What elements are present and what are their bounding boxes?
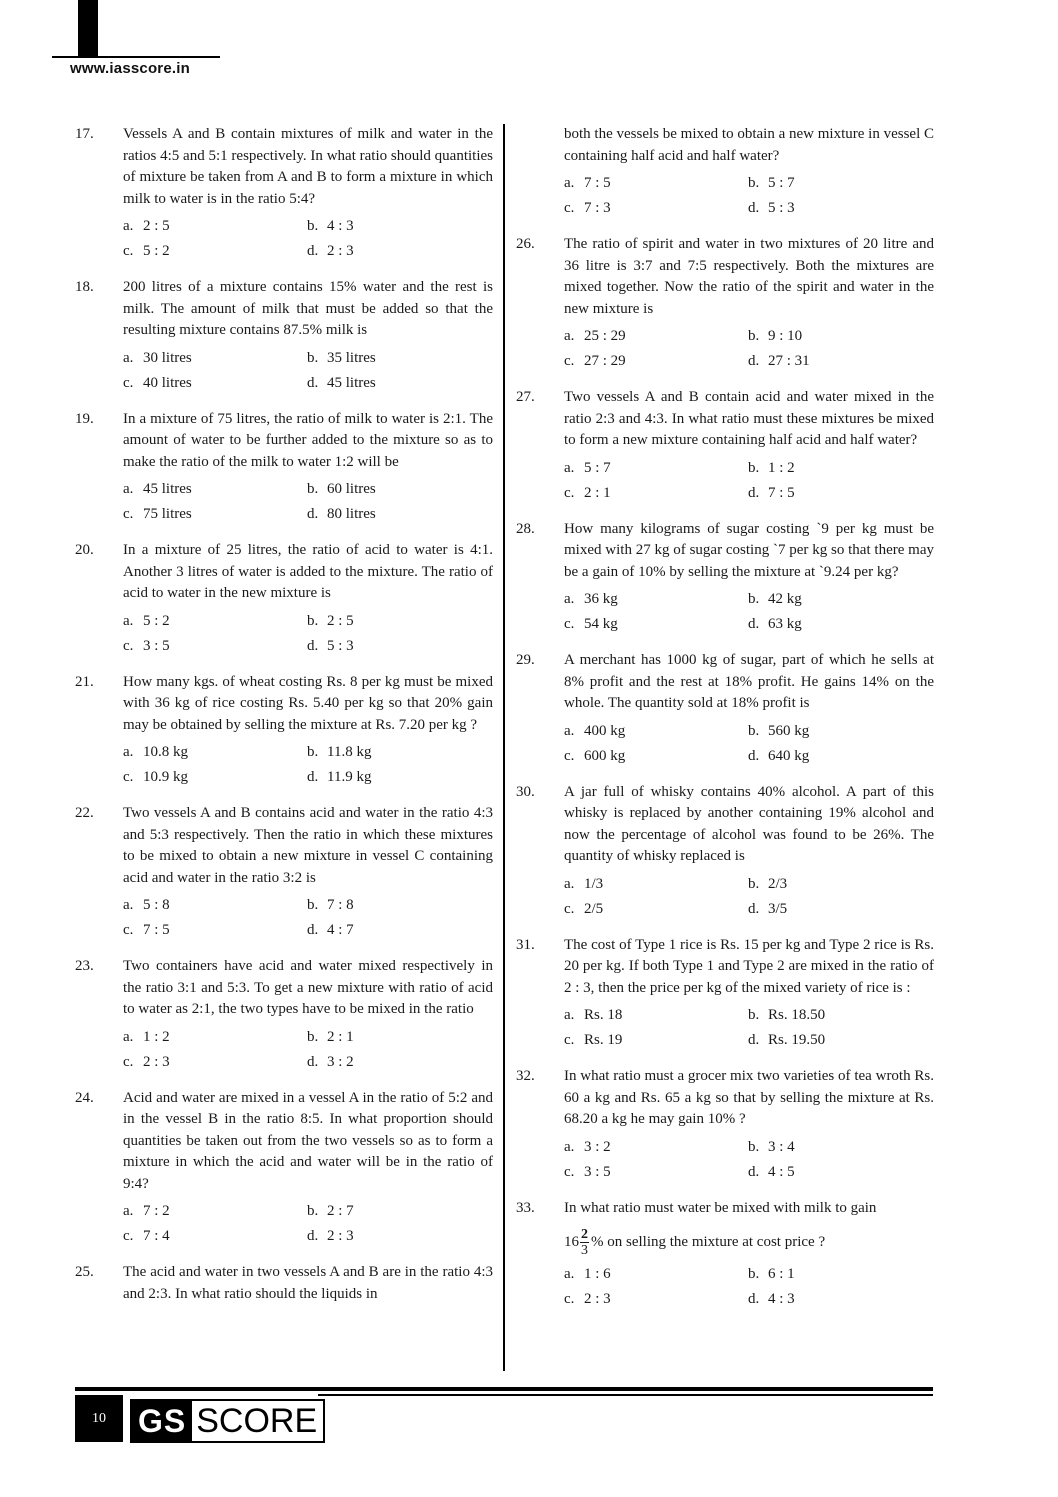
option bbox=[564, 196, 748, 221]
option-letter: b. bbox=[307, 1203, 319, 1219]
option-letter: d. bbox=[307, 243, 319, 259]
question-30 bbox=[516, 782, 934, 922]
option bbox=[748, 612, 934, 637]
options bbox=[123, 1199, 493, 1249]
option bbox=[748, 744, 934, 769]
option bbox=[748, 897, 934, 922]
page-number: 10 bbox=[75, 1395, 123, 1442]
fraction-whole: 16 bbox=[564, 1233, 579, 1250]
option-text: 2 : 1 bbox=[584, 484, 611, 501]
option-text: 5 : 7 bbox=[584, 459, 611, 476]
site-url: www.iasscore.in bbox=[70, 60, 190, 77]
question-20 bbox=[75, 540, 493, 659]
option-letter: a. bbox=[123, 612, 134, 629]
option-text: 45 litres bbox=[327, 374, 376, 391]
question-number: 21. bbox=[75, 673, 94, 690]
question-number: 30. bbox=[516, 783, 535, 800]
options bbox=[564, 872, 934, 922]
option-text: 4 : 5 bbox=[768, 1163, 795, 1180]
option-letter: c. bbox=[123, 1228, 134, 1244]
option bbox=[123, 346, 307, 371]
question-text: Acid and water are mixed in a vessel A in the ratio of 5:2 and in the vessel B in the ratio 8:5. In what proportion should quantities be taken out from the two vessels so as to form a mixture in which the acid and water will be in the ratio of 9:4? bbox=[123, 1089, 493, 1192]
question-number: 26. bbox=[516, 236, 535, 252]
header-black-bar bbox=[78, 0, 98, 56]
question-number: 32. bbox=[516, 1068, 535, 1084]
option-text: 42 kg bbox=[768, 591, 802, 607]
question-text: 200 litres of a mixture contains 15% water and the rest is milk. The amount of milk that must be added so that the resulting mixture contains 87.5% milk is bbox=[123, 279, 493, 338]
option bbox=[748, 1003, 934, 1028]
option-text: 27 : 31 bbox=[768, 353, 810, 369]
option bbox=[307, 609, 493, 634]
option bbox=[307, 634, 493, 659]
header-rule bbox=[52, 56, 220, 58]
option-text: 25 : 29 bbox=[584, 328, 626, 344]
option bbox=[123, 765, 307, 790]
fraction-tail: % on selling the mixture at cost price ? bbox=[591, 1233, 826, 1250]
question-text: Two vessels A and B contains acid and water in the ratio 4:3 and 5:3 respectively. Then the ratio in which these mixtures to be mixed to obtain a new mixture in vessel C containing acid and water in the ratio 3:2 is bbox=[123, 805, 493, 886]
option-letter: a. bbox=[564, 591, 575, 607]
option bbox=[307, 918, 493, 943]
option-letter: b. bbox=[307, 744, 319, 760]
option bbox=[748, 719, 934, 744]
question-number: 33. bbox=[516, 1199, 535, 1216]
option bbox=[564, 1262, 748, 1287]
option bbox=[564, 1160, 748, 1185]
options bbox=[564, 1135, 934, 1185]
option-letter: c. bbox=[564, 1032, 575, 1048]
option-letter: b. bbox=[748, 722, 760, 739]
option-text: 80 litres bbox=[327, 506, 376, 522]
option-text: 10.8 kg bbox=[143, 744, 188, 760]
option-text: Rs. 19.50 bbox=[768, 1032, 826, 1048]
option-text: 400 kg bbox=[584, 722, 626, 739]
question-18 bbox=[75, 277, 493, 396]
option-letter: a. bbox=[564, 175, 575, 191]
option-letter: b. bbox=[307, 612, 319, 629]
option-letter: d. bbox=[748, 1032, 760, 1048]
option-letter: a. bbox=[123, 349, 134, 366]
option-letter: d. bbox=[307, 1053, 319, 1070]
question-text: Two vessels A and B contain acid and water mixed in the ratio 2:3 and 4:3. In what ratio must these mixtures be mixed to form a new mixture containing half acid and half water? bbox=[564, 389, 934, 448]
option-text: 6 : 1 bbox=[768, 1266, 795, 1282]
option bbox=[307, 1199, 493, 1224]
question-number: 19. bbox=[75, 410, 94, 427]
option bbox=[564, 872, 748, 897]
option-text: Rs. 18.50 bbox=[768, 1007, 826, 1023]
option-letter: a. bbox=[123, 897, 134, 913]
option bbox=[748, 872, 934, 897]
option-text: 7 : 2 bbox=[143, 1203, 170, 1219]
question-text: How many kgs. of wheat costing Rs. 8 per kg must be mixed with 36 kg of rice costing Rs. 5.40 per kg so that 20% gain may be obtained by selling the mixture at Rs. 7.20 per kg ? bbox=[123, 673, 493, 733]
option-letter: c. bbox=[123, 1053, 134, 1070]
option bbox=[748, 171, 934, 196]
option-text: 60 litres bbox=[327, 481, 376, 497]
option-text: 3 : 2 bbox=[327, 1053, 354, 1070]
option-text: 36 kg bbox=[584, 591, 618, 607]
question-text: Two containers have acid and water mixed respectively in the ratio 3:1 and 5:3. To get a new mixture with ratio of acid to water as 2:1, the two types have to be mixed in the ratio bbox=[123, 958, 493, 1017]
option bbox=[123, 1050, 307, 1075]
question-24 bbox=[75, 1088, 493, 1250]
option-letter: b. bbox=[748, 1266, 760, 1282]
question-text: In what ratio must a grocer mix two varieties of tea wroth Rs. 60 a kg and Rs. 65 a kg so that by selling the mixture at Rs. 68.20 a kg he may gain 10% ? bbox=[564, 1068, 934, 1127]
question-number: 22. bbox=[75, 805, 94, 821]
option bbox=[307, 765, 493, 790]
question-text: both the vessels be mixed to obtain a new mixture in vessel C containing half acid and half water? bbox=[564, 126, 934, 164]
option-letter: d. bbox=[748, 1163, 760, 1180]
option bbox=[564, 1287, 748, 1312]
column-divider bbox=[503, 124, 505, 1371]
question-number: 20. bbox=[75, 542, 94, 558]
question-33 bbox=[516, 1198, 934, 1313]
question-number: 17. bbox=[75, 126, 94, 142]
option-text: 10.9 kg bbox=[143, 769, 188, 785]
option-text: 7 : 3 bbox=[584, 200, 611, 216]
option bbox=[564, 744, 748, 769]
question-number: 24. bbox=[75, 1089, 94, 1106]
right-column bbox=[516, 124, 934, 1325]
option-letter: a. bbox=[564, 875, 575, 892]
question-19 bbox=[75, 409, 493, 528]
option-letter: b. bbox=[748, 1007, 760, 1023]
option-letter: c. bbox=[123, 506, 134, 522]
option bbox=[307, 893, 493, 918]
options bbox=[564, 456, 934, 506]
fraction-numerator: 2 bbox=[581, 1227, 588, 1242]
option bbox=[307, 740, 493, 765]
option-letter: b. bbox=[307, 349, 319, 366]
option-text: 4 : 7 bbox=[327, 922, 354, 938]
option bbox=[564, 1135, 748, 1160]
option-text: 35 litres bbox=[327, 349, 376, 366]
option bbox=[564, 481, 748, 506]
question-number: 31. bbox=[516, 936, 535, 953]
option-letter: a. bbox=[123, 744, 134, 760]
option bbox=[748, 1262, 934, 1287]
option-letter: a. bbox=[123, 481, 134, 497]
option-letter: c. bbox=[564, 747, 575, 764]
option-text: Rs. 19 bbox=[584, 1032, 623, 1048]
options bbox=[123, 346, 493, 396]
option-text: 2 : 3 bbox=[584, 1291, 611, 1307]
question-text: A merchant has 1000 kg of sugar, part of which he sells at 8% profit and the rest at 18% profit. He gains 14% on the whole. The quantity sold at 18% profit is bbox=[564, 652, 934, 711]
option-text: 1/3 bbox=[584, 875, 604, 892]
options bbox=[564, 324, 934, 374]
option-letter: c. bbox=[564, 1163, 575, 1180]
option-text: 640 kg bbox=[768, 747, 810, 764]
option-letter: d. bbox=[748, 200, 760, 216]
options bbox=[123, 740, 493, 790]
option bbox=[123, 1199, 307, 1224]
option-text: 9 : 10 bbox=[768, 328, 803, 344]
option bbox=[123, 239, 307, 264]
option bbox=[307, 502, 493, 527]
option-text: 2 : 3 bbox=[327, 1228, 354, 1244]
option-letter: a. bbox=[564, 328, 575, 344]
option-text: 600 kg bbox=[584, 747, 626, 764]
options bbox=[123, 609, 493, 659]
option-letter: c. bbox=[564, 616, 575, 632]
option-letter: d. bbox=[307, 769, 319, 785]
option-letter: d. bbox=[307, 922, 319, 938]
option-letter: b. bbox=[748, 328, 760, 344]
option-text: 5 : 3 bbox=[327, 637, 354, 654]
option-letter: d. bbox=[748, 1291, 760, 1307]
option-text: 7 : 5 bbox=[143, 922, 170, 938]
option-text: 7 : 8 bbox=[327, 897, 354, 913]
option bbox=[123, 893, 307, 918]
option-letter: c. bbox=[123, 769, 134, 785]
option-letter: d. bbox=[748, 900, 760, 917]
option-text: 2 : 7 bbox=[327, 1203, 354, 1219]
option bbox=[748, 1135, 934, 1160]
option bbox=[564, 456, 748, 481]
option bbox=[307, 214, 493, 239]
logo-score: SCORE bbox=[192, 1401, 323, 1441]
option-letter: c. bbox=[564, 900, 575, 917]
option bbox=[564, 587, 748, 612]
option-letter: c. bbox=[564, 484, 575, 501]
option-text: 11.8 kg bbox=[327, 744, 372, 760]
option-letter: b. bbox=[748, 591, 760, 607]
option-text: 45 litres bbox=[143, 481, 192, 497]
option-letter: a. bbox=[123, 1028, 134, 1045]
question-text: The cost of Type 1 rice is Rs. 15 per kg and Type 2 rice is Rs. 20 per kg. If both Type 1 and Type 2 are mixed in the ratio of 2 : 3, then the price per kg of the mixed variety of rice is : bbox=[564, 936, 934, 996]
option bbox=[748, 587, 934, 612]
option-letter: a. bbox=[123, 218, 134, 234]
option-text: 2 : 3 bbox=[327, 243, 354, 259]
option bbox=[123, 634, 307, 659]
footer-rule-thin bbox=[318, 1394, 933, 1396]
option-text: 2 : 1 bbox=[327, 1028, 354, 1045]
options bbox=[123, 1025, 493, 1075]
option-letter: b. bbox=[748, 175, 760, 191]
question-text: The acid and water in two vessels A and B are in the ratio 4:3 and 2:3. In what ratio should the liquids in bbox=[123, 1264, 493, 1302]
option-text: 27 : 29 bbox=[584, 353, 626, 369]
question-number: 25. bbox=[75, 1264, 94, 1280]
question-number: 18. bbox=[75, 279, 94, 295]
option bbox=[748, 196, 934, 221]
options bbox=[564, 587, 934, 637]
options bbox=[564, 719, 934, 769]
option-letter: d. bbox=[748, 616, 760, 632]
option bbox=[564, 349, 748, 374]
option-letter: c. bbox=[123, 243, 134, 259]
option bbox=[307, 477, 493, 502]
option-text: 1 : 6 bbox=[584, 1266, 611, 1282]
option-letter: b. bbox=[307, 218, 319, 234]
option-text: 4 : 3 bbox=[768, 1291, 795, 1307]
option bbox=[748, 1287, 934, 1312]
option bbox=[748, 1160, 934, 1185]
option-text: 75 litres bbox=[143, 506, 192, 522]
options bbox=[123, 477, 493, 527]
option-text: 2 : 3 bbox=[143, 1053, 170, 1070]
gs-score-logo bbox=[130, 1399, 325, 1443]
option-letter: a. bbox=[564, 722, 575, 739]
option-text: 1 : 2 bbox=[143, 1028, 170, 1045]
question-26 bbox=[516, 234, 934, 374]
option-letter: c. bbox=[123, 374, 134, 391]
option-letter: d. bbox=[307, 637, 319, 654]
option-letter: d. bbox=[748, 484, 760, 501]
option-text: 30 litres bbox=[143, 349, 192, 366]
question-number: 28. bbox=[516, 520, 535, 537]
option bbox=[748, 481, 934, 506]
options bbox=[564, 1262, 934, 1312]
option-text: 5 : 7 bbox=[768, 175, 795, 191]
question-32 bbox=[516, 1066, 934, 1185]
option-letter: c. bbox=[123, 922, 134, 938]
option-letter: d. bbox=[748, 747, 760, 764]
option-letter: a. bbox=[564, 459, 575, 476]
option-letter: c. bbox=[564, 1291, 575, 1307]
option bbox=[123, 477, 307, 502]
option-letter: b. bbox=[748, 875, 760, 892]
option-text: 7 : 4 bbox=[143, 1228, 170, 1244]
question-text: In a mixture of 75 litres, the ratio of milk to water is 2:1. The amount of water to be further added to the mixture so as to make the ratio of the milk to water 1:2 will be bbox=[123, 410, 493, 470]
option bbox=[564, 1028, 748, 1053]
option-text: 5 : 2 bbox=[143, 243, 170, 259]
question-text: Vessels A and B contain mixtures of milk and water in the ratios 4:5 and 5:1 respectively. In what ratio should quantities of mixture be taken from A and B to form a mixture in which milk to water is in the ratio 5:4? bbox=[123, 126, 493, 207]
question-27 bbox=[516, 387, 934, 506]
option bbox=[123, 502, 307, 527]
option-text: 3 : 4 bbox=[768, 1138, 795, 1155]
option bbox=[564, 324, 748, 349]
question-text: In what ratio must water be mixed with milk to gain bbox=[564, 1199, 877, 1216]
question-text: The ratio of spirit and water in two mixtures of 20 litre and 36 litre is 3:7 and 7:5 respectively. Both the mixtures are mixed together. Now the ratio of the spirit and water in the new mixture is bbox=[564, 236, 934, 317]
option bbox=[564, 1003, 748, 1028]
options bbox=[123, 893, 493, 943]
option-text: 5 : 8 bbox=[143, 897, 170, 913]
option-text: 7 : 5 bbox=[768, 484, 795, 501]
option-letter: a. bbox=[564, 1007, 575, 1023]
option-letter: d. bbox=[748, 353, 760, 369]
question-number: 27. bbox=[516, 389, 535, 405]
option bbox=[564, 719, 748, 744]
footer-rule-thick bbox=[75, 1387, 933, 1391]
option-text: 3 : 5 bbox=[584, 1163, 611, 1180]
option-letter: a. bbox=[123, 1203, 134, 1219]
question-25 bbox=[75, 1262, 493, 1305]
question-number: 29. bbox=[516, 652, 535, 668]
question-23 bbox=[75, 956, 493, 1075]
option bbox=[123, 609, 307, 634]
option-text: 4 : 3 bbox=[327, 218, 354, 234]
option-text: 2 : 5 bbox=[143, 218, 170, 234]
question-29 bbox=[516, 650, 934, 769]
option bbox=[123, 1025, 307, 1050]
option-letter: c. bbox=[564, 353, 575, 369]
option-text: 11.9 kg bbox=[327, 769, 372, 785]
option-text: 5 : 2 bbox=[143, 612, 170, 629]
option-letter: b. bbox=[307, 481, 319, 497]
option-text: 560 kg bbox=[768, 722, 810, 739]
option-text: 3/5 bbox=[768, 900, 788, 917]
fraction bbox=[580, 1227, 589, 1258]
option-text: 40 litres bbox=[143, 374, 192, 391]
question-number: 23. bbox=[75, 958, 94, 974]
question-text: In a mixture of 25 litres, the ratio of acid to water is 4:1. Another 3 litres of water is added to the mixture. The ratio of acid to water in the new mixture is bbox=[123, 542, 493, 601]
option-letter: b. bbox=[307, 897, 319, 913]
option-letter: d. bbox=[307, 506, 319, 522]
question-22 bbox=[75, 803, 493, 943]
option bbox=[564, 171, 748, 196]
question-28 bbox=[516, 519, 934, 638]
option bbox=[307, 1025, 493, 1050]
option bbox=[748, 324, 934, 349]
option bbox=[123, 1224, 307, 1249]
mixed-fraction-line bbox=[564, 1227, 934, 1258]
option-letter: a. bbox=[564, 1266, 575, 1282]
fraction-denominator: 3 bbox=[581, 1243, 588, 1258]
option-text: 2 : 5 bbox=[327, 612, 354, 629]
option-letter: d. bbox=[307, 1228, 319, 1244]
option bbox=[307, 346, 493, 371]
option-text: 7 : 5 bbox=[584, 175, 611, 191]
left-column bbox=[75, 124, 493, 1318]
option-letter: b. bbox=[307, 1028, 319, 1045]
option bbox=[123, 214, 307, 239]
right-questions bbox=[516, 234, 934, 1185]
question-31 bbox=[516, 935, 934, 1054]
option bbox=[307, 1050, 493, 1075]
option-text: 63 kg bbox=[768, 616, 802, 632]
option-letter: c. bbox=[564, 200, 575, 216]
question-21 bbox=[75, 672, 493, 791]
option bbox=[123, 740, 307, 765]
question-text: How many kilograms of sugar costing `9 per kg must be mixed with 27 kg of sugar costing `7 per kg so that there may be a gain of 10% by selling the mixture at `9.24 per kg? bbox=[564, 520, 934, 580]
option bbox=[748, 349, 934, 374]
option-letter: b. bbox=[748, 1138, 760, 1155]
option-text: Rs. 18 bbox=[584, 1007, 623, 1023]
question-25-continuation bbox=[516, 124, 934, 221]
option-letter: b. bbox=[748, 459, 760, 476]
question-17 bbox=[75, 124, 493, 264]
option bbox=[307, 239, 493, 264]
option-text: 3 : 2 bbox=[584, 1138, 611, 1155]
option-letter: d. bbox=[307, 374, 319, 391]
question-text: A jar full of whisky contains 40% alcohol. A part of this whisky is replaced by another containing 19% alcohol and now the percentage of alcohol was found to be 26%. The quantity of whisky replaced is bbox=[564, 783, 934, 864]
logo-gs: GS bbox=[132, 1401, 192, 1441]
option bbox=[307, 371, 493, 396]
option-text: 3 : 5 bbox=[143, 637, 170, 654]
options bbox=[123, 214, 493, 264]
option bbox=[564, 612, 748, 637]
option bbox=[123, 371, 307, 396]
options bbox=[564, 1003, 934, 1053]
option-letter: a. bbox=[564, 1138, 575, 1155]
option-text: 5 : 3 bbox=[768, 200, 795, 216]
option-text: 1 : 2 bbox=[768, 459, 795, 476]
option-text: 54 kg bbox=[584, 616, 618, 632]
option bbox=[123, 918, 307, 943]
options bbox=[564, 171, 934, 221]
option-letter: c. bbox=[123, 637, 134, 654]
option-text: 2/5 bbox=[584, 900, 604, 917]
option bbox=[307, 1224, 493, 1249]
option bbox=[748, 456, 934, 481]
option-text: 2/3 bbox=[768, 875, 788, 892]
option bbox=[564, 897, 748, 922]
option bbox=[748, 1028, 934, 1053]
